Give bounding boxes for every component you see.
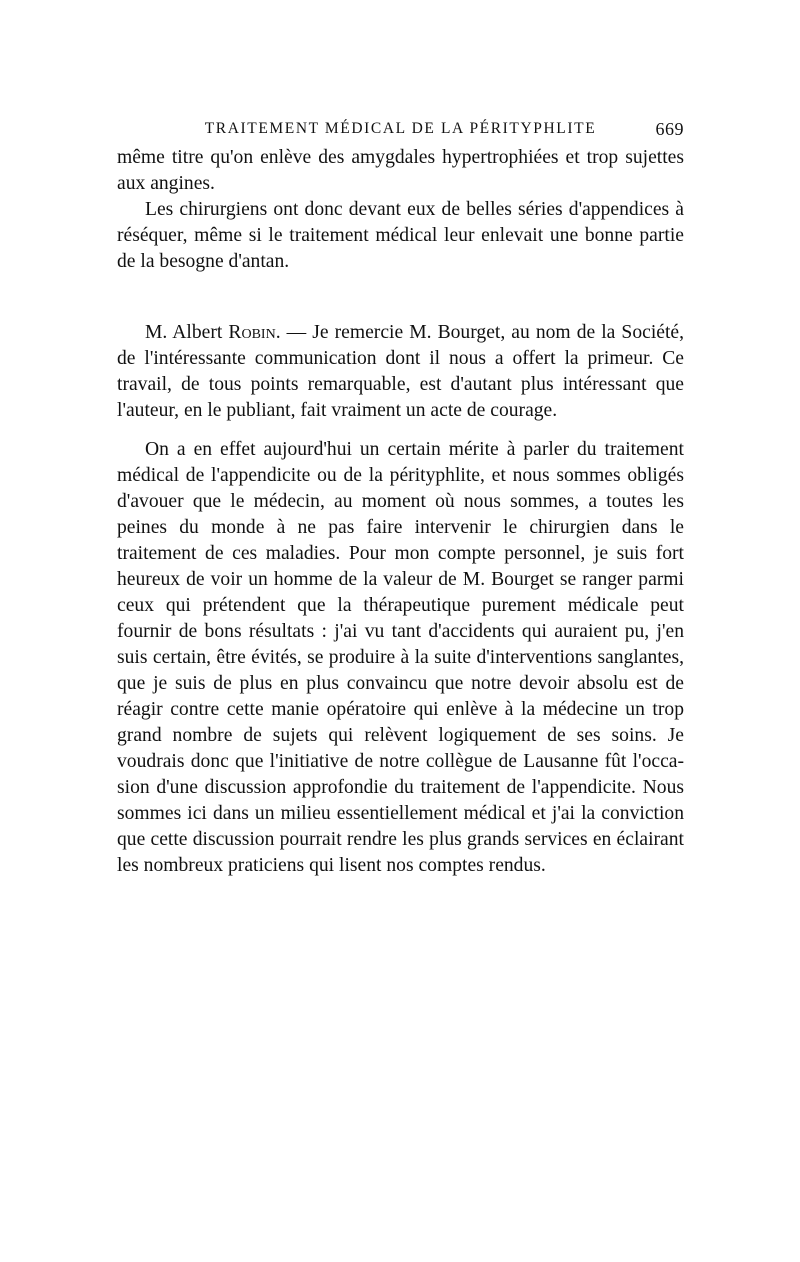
paragraph-robin-text: . — Je remercie M. Bourget, au nom de la Société, de l'intéressante communication dont il nous a offert la primeur. Ce travail, de tous points remarquable, est d'autant plus intéressant que l'auteur, en le publiant, fait vraiment un acte de courage. <box>117 322 684 421</box>
running-title: TRAITEMENT MÉDICAL DE LA PÉRITYPHLITE <box>204 120 597 137</box>
running-head <box>117 115 684 143</box>
paragraph-robin-remarks <box>117 320 684 424</box>
body-text <box>117 145 684 879</box>
paragraph-medical-treatment: On a en effet aujourd'hui un certain mérite à parler du traitement médical de l'appendicite ou de la pérityphlite, et nous sommes obligés d'avouer que le médecin, au moment où nous sommes, a toutes les peines du monde à ne pas faire intervenir le chirurgien dans le traitement de ces maladies. Pour mon compte personnel, je suis fort heureux de voir un homme de la valeur de M. Bourget se ranger parmi ceux qui prétendent que la thérapeutique purement médicale peut fournir de bons résultats : j'ai vu tant d'accidents qui auraient pu, j'en suis certain, être évités, se produire à la suite d'interventions sanglantes, que je suis de plus en plus convaincu que notre devoir absolu est de réagir contre cette manie opératoire qui enlève à la médecine un trop grand nombre de sujets qui relèvent logiquement de ses soins. Je voudrais donc que l'initiative de notre collègue de Lausanne fût l'occasion d'une discussion approfondie du traitement de l'appendicite. Nous sommes ici dans un milieu essentiellement médical et j'ai la conviction que cette discussion pourrait rendre les plus grands services en éclairant les nombreux praticiens qui lisent nos comptes rendus. <box>117 439 684 876</box>
speaker-prefix: M. Albert <box>145 322 229 343</box>
paragraph-surgeons: Les chirurgiens ont donc devant eux de belles séries d'appendices à réséquer, même si le traitement médical leur enlevait une bonne partie de la besogne d'antan. <box>117 199 684 272</box>
paragraph-continuation: même titre qu'on enlève des amygdales hypertrophiées et trop sujettes aux angines. <box>117 147 684 194</box>
page-number: 669 <box>655 119 684 139</box>
speaker-name: Robin <box>228 322 276 343</box>
